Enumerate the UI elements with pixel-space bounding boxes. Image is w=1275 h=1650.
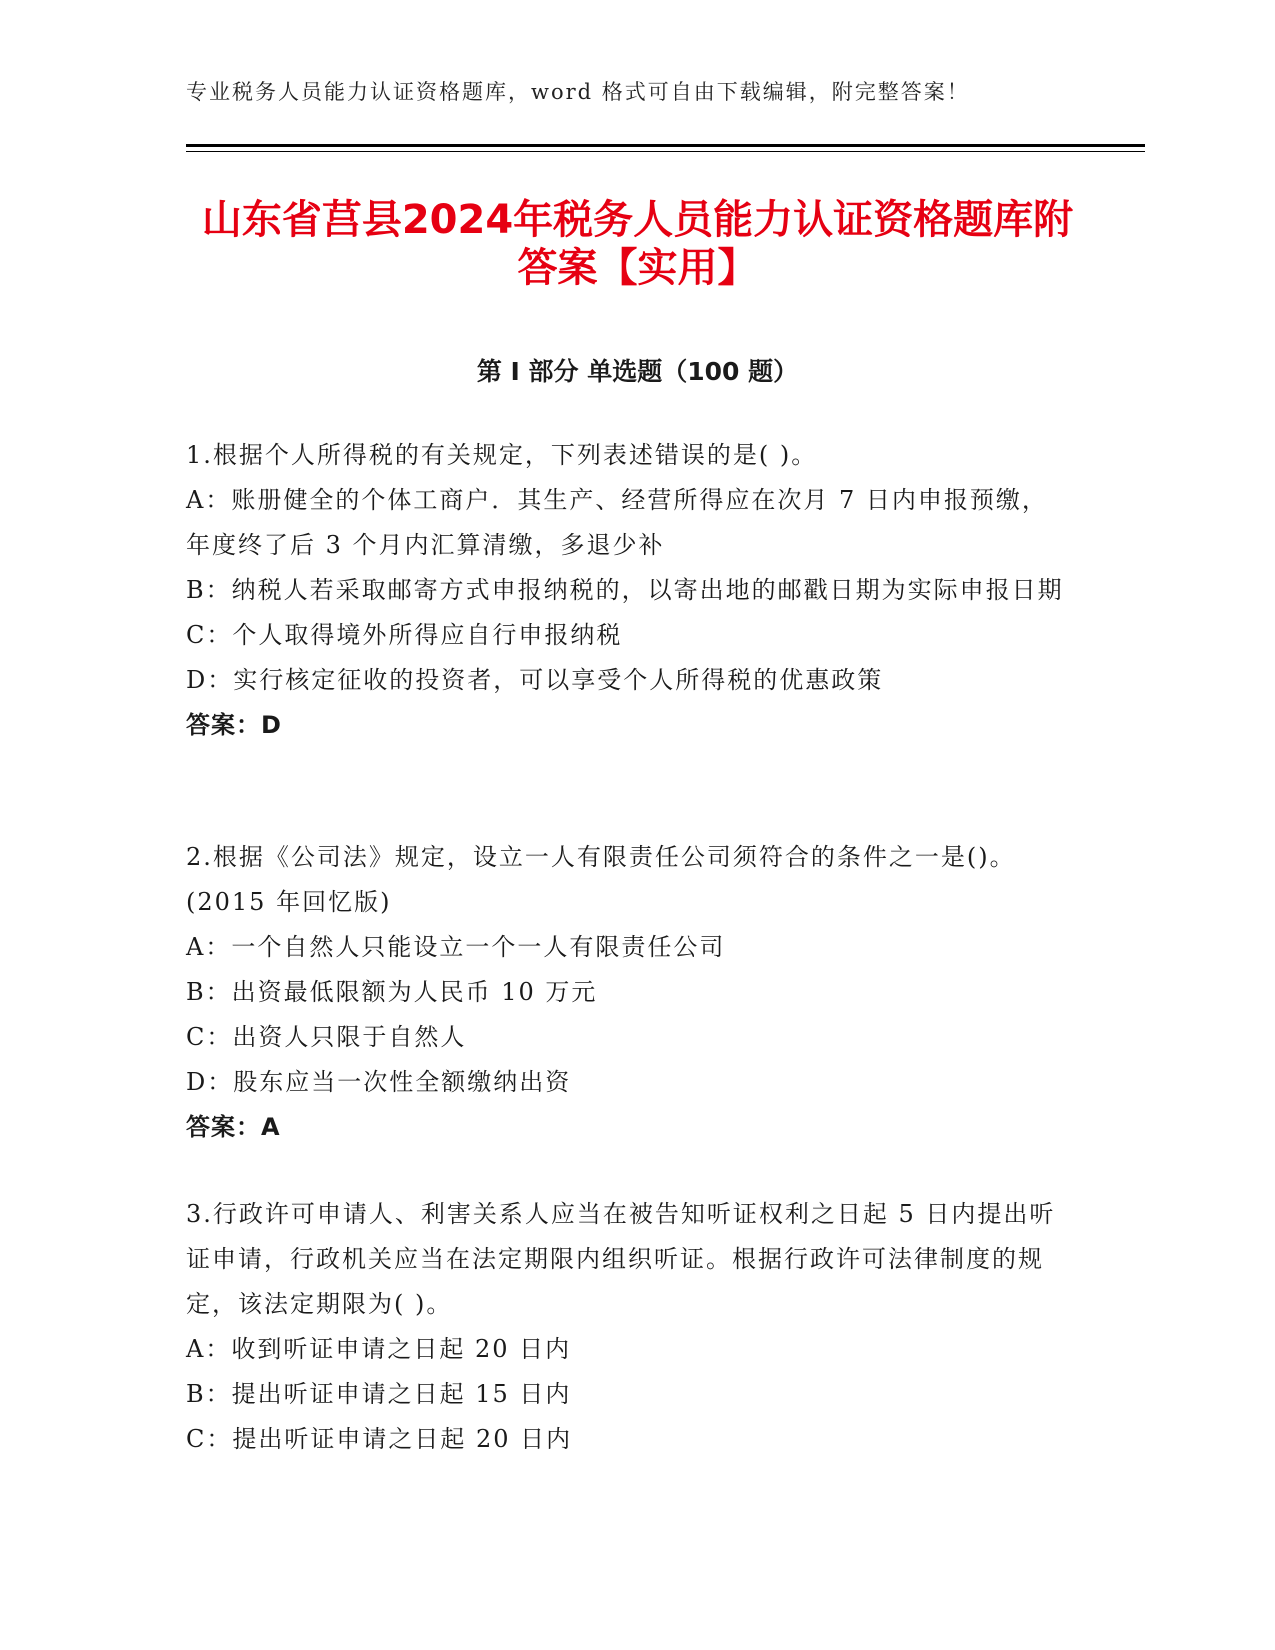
question-option-c: C：个人取得境外所得应自行申报纳税: [186, 621, 623, 649]
question-option-a: A：收到听证申请之日起 20 日内: [186, 1335, 572, 1363]
question-option-c: C：提出听证申请之日起 20 日内: [186, 1425, 573, 1453]
document-title: 山东省莒县2024年税务人员能力认证资格题库附答案【实用】: [201, 197, 1074, 291]
question-stem: 1.根据个人所得税的有关规定，下列表述错误的是( )。: [186, 441, 818, 469]
question-option-c: C：出资人只限于自然人: [186, 1023, 467, 1051]
question-stem: 3.行政许可申请人、利害关系人应当在被告知听证权利之日起 5 日内提出听证申请，行政机关应当在法定期限内组织听证。根据行政许可法律制度的规定，该法定期限为( )。: [186, 1200, 1056, 1318]
header-rule-thin: [186, 151, 1145, 152]
header-note: 专业税务人员能力认证资格题库，word 格式可自由下载编辑，附完整答案！: [186, 80, 970, 104]
question-option-d: D：实行核定征收的投资者，可以享受个人所得税的优惠政策: [186, 666, 884, 694]
question-answer: 答案：A: [186, 1113, 281, 1141]
question-option-b: B：出资最低限额为人民币 10 万元: [186, 978, 598, 1006]
question-option-a: A：账册健全的个体工商户．其生产、经营所得应在次月 7 日内申报预缴，年度终了后 3 个月内汇算清缴，多退少补: [186, 486, 1048, 559]
question-3: [186, 1192, 1066, 1462]
header-rule-thick: [186, 144, 1145, 147]
question-option-a: A：一个自然人只能设立一个一人有限责任公司: [186, 933, 726, 961]
question-option-b: B：提出听证申请之日起 15 日内: [186, 1380, 572, 1408]
question-stem: 2.根据《公司法》规定，设立一人有限责任公司须符合的条件之一是()。(2015 年回忆版): [186, 843, 1016, 916]
question-option-b: B：纳税人若采取邮寄方式申报纳税的，以寄出地的邮戳日期为实际申报日期: [186, 576, 1064, 604]
section-title: 第 I 部分 单选题（100 题）: [476, 357, 799, 386]
question-option-d: D：股东应当一次性全额缴纳出资: [186, 1068, 572, 1096]
question-answer: 答案：D: [186, 711, 282, 739]
question-1: [186, 433, 1066, 748]
question-2: [186, 835, 1066, 1150]
